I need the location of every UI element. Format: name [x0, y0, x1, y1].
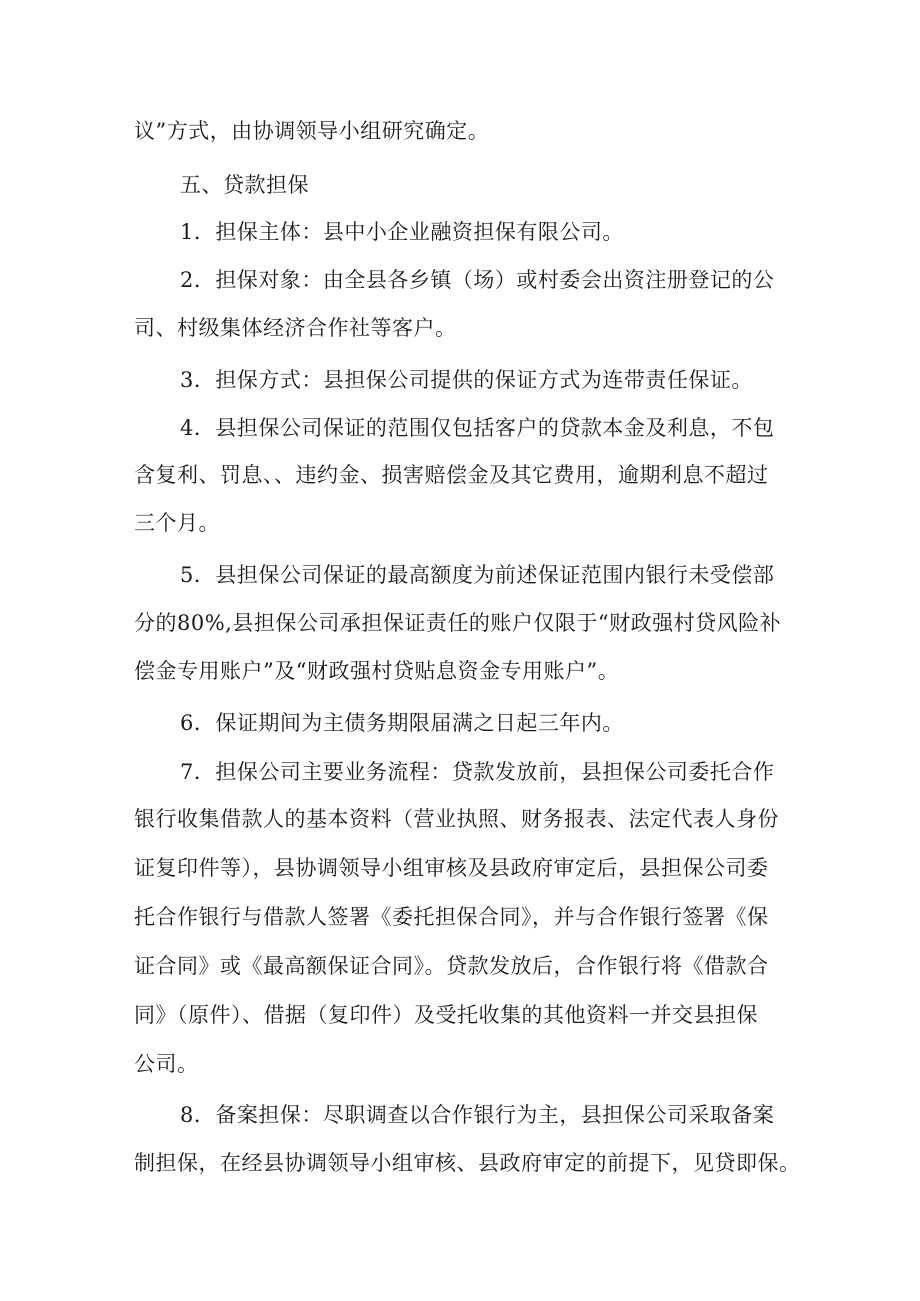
item-4-line-1: 4．县担保公司保证的范围仅包括客户的贷款本金及利息，不包	[180, 416, 775, 440]
item-8-line-2: 制担保，在经县协调领导小组审核、县政府审定的前提下，见贷即保。	[134, 1151, 801, 1175]
item-8-line-1: 8．备案担保：尽职调查以合作银行为主，县担保公司采取备案	[180, 1103, 775, 1127]
item-7-line-2: 银行收集借款人的基本资料（营业执照、财务报表、法定代表人身份	[134, 807, 779, 831]
item-7-line-1: 7．担保公司主要业务流程：贷款发放前，县担保公司委托合作	[180, 760, 775, 784]
paragraph-continuation-line: 议”方式，由协调领导小组研究确定。	[134, 119, 490, 143]
item-2-line-2: 司、村级集体经济合作社等客户。	[134, 316, 457, 340]
item-7-line-4: 托合作银行与借款人签署《委托担保合同》，并与合作银行签署《保	[134, 905, 769, 929]
item-6-line: 6．保证期间为主债务期限届满之日起三年内。	[180, 711, 624, 735]
item-7-line-3: 证复印件等），县协调领导小组审核及县政府审定后，县担保公司委	[134, 856, 769, 880]
item-3-line: 3．担保方式：县担保公司提供的保证方式为连带责任保证。	[180, 368, 753, 392]
item-4-line-3: 三个月。	[134, 511, 220, 535]
item-4-line-2: 含复利、罚息、、违约金、损害赔偿金及其它费用，逾期利息不超过	[134, 463, 769, 487]
item-7-line-5: 证合同》或《最高额保证合同》。贷款发放后，合作银行将《借款合	[134, 954, 769, 978]
item-5-line-2: 分的80%,县担保公司承担保证责任的账户仅限于“财政强村贷风险补	[134, 611, 782, 635]
item-5-line-1: 5．县担保公司保证的最高额度为前述保证范围内银行未受偿部	[180, 563, 775, 587]
item-7-line-7: 公司。	[134, 1052, 199, 1076]
item-1-line: 1．担保主体：县中小企业融资担保有限公司。	[180, 220, 624, 244]
section-heading-loan-guarantee: 五、贷款担保	[180, 173, 309, 197]
item-7-line-6: 同》（原件）、借据（复印件）及受托收集的其他资料一并交县担保	[134, 1003, 758, 1027]
item-2-line-1: 2．担保对象：由全县各乡镇（场）或村委会出资注册登记的公	[180, 268, 775, 292]
item-5-line-3: 偿金专用账户”及“财政强村贷贴息资金专用账户”。	[134, 659, 620, 683]
